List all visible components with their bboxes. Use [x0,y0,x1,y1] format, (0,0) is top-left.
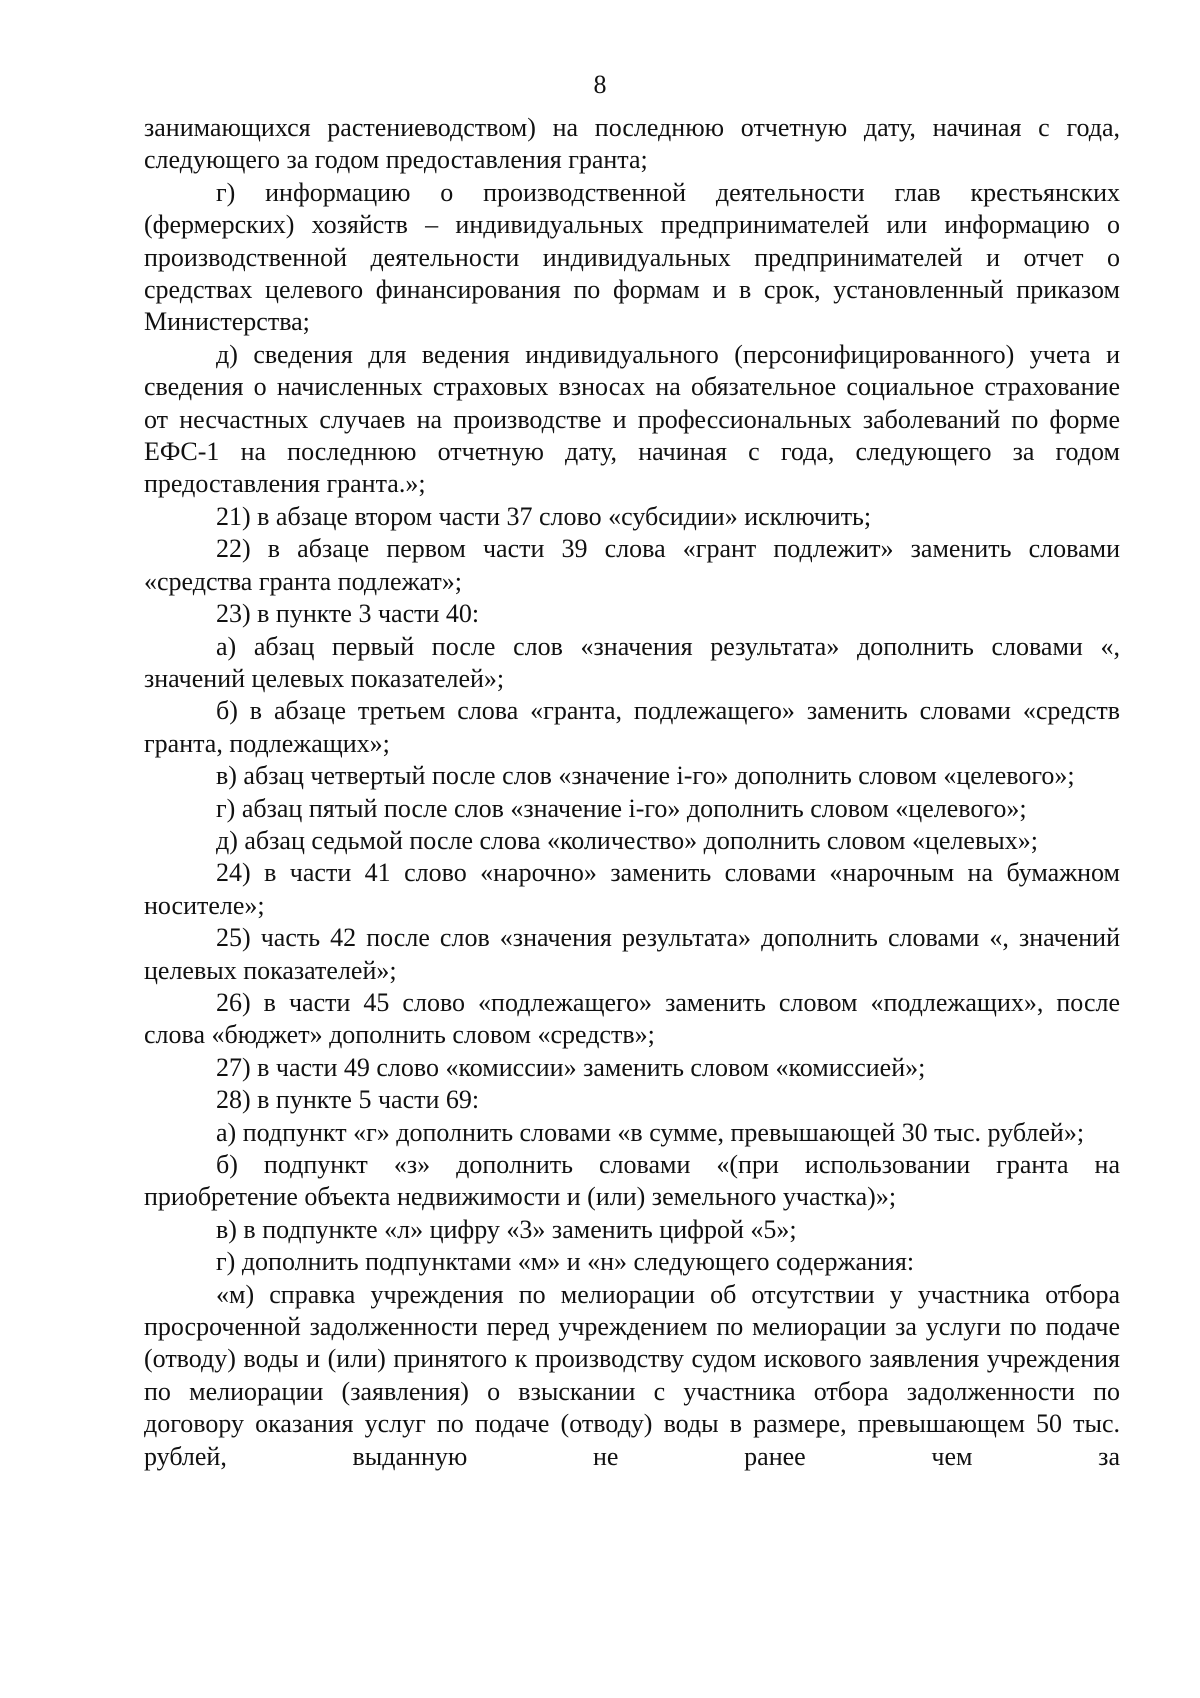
paragraph: 27) в части 49 слово «комиссии» заменить словом «комиссией»; [216,1052,926,1082]
paragraph: г) информацию о производственной деятельности глав крестьянских (фермерских) хозяйств – индивидуальных предпринимателей или информацию о производственной деятельности индивидуальных предпринимателей и отчет о средствах целевого финансирования по формам и в срок, установленный приказом Министерства; [144,177,1120,337]
paragraph: б) подпункт «з» дополнить словами «(при использовании гранта на приобретение объекта недвижимости и (или) земельного участка)»; [144,1150,1120,1212]
page-number: 8 [593,70,607,99]
paragraph: занимающихся растениеводством) на последнюю отчетную дату, начиная с года, следующего за годом предоставления гранта; [144,113,1120,175]
paragraph: в) абзац четвертый после слов «значение i-го» дополнить словом «целевого»; [216,761,1075,791]
paragraph: 22) в абзаце первом части 39 слова «грант подлежит» заменить словами «средства гранта подлежат»; [144,534,1120,596]
paragraph: г) дополнить подпунктами «м» и «н» следующего содержания: [216,1247,915,1277]
paragraph: а) подпункт «г» дополнить словами «в сумме, превышающей 30 тыс. рублей»; [216,1117,1085,1147]
paragraph: 24) в части 41 слово «нарочно» заменить словами «нарочным на бумажном носителе»; [144,858,1120,920]
paragraph: 28) в пункте 5 части 69: [216,1085,480,1115]
paragraph: а) абзац первый после слов «значения результата» дополнить словами «, значений целевых показателей»; [144,631,1120,693]
paragraph: в) в подпункте «л» цифру «3» заменить цифрой «5»; [216,1214,797,1244]
paragraph: 21) в абзаце втором части 37 слово «субсидии» исключить; [216,501,872,531]
paragraph: 25) часть 42 после слов «значения результата» дополнить словами «, значений целевых показателей»; [144,923,1120,985]
paragraph: 23) в пункте 3 части 40: [216,599,480,629]
paragraph: д) сведения для ведения индивидуального (персонифицированного) учета и сведения о начисленных страховых взносах на обязательное социальное страхование от несчастных случаев на производстве и профессиональных заболеваний по форме ЕФС-1 на последнюю отчетную дату, начиная с года, следующего за годом предоставления гранта.»; [144,339,1120,499]
document-body [144,112,1120,1473]
paragraph: д) абзац седьмой после слова «количество» дополнить словом «целевых»; [216,825,1038,855]
paragraph: «м) справка учреждения по мелиорации об отсутствии у участника отбора просроченной задолженности перед учреждением по мелиорации за услуги по подаче (отводу) воды и (или) принятого к производству судом искового заявления учреждения по мелиорации (заявления) о взыскании с участника отбора задолженности по договору оказания услуг по подаче (отводу) воды в размере, превышающем 50 тыс. рублей, выданную не ранее чем за [144,1279,1120,1471]
paragraph: г) абзац пятый после слов «значение i-го» дополнить словом «целевого»; [216,793,1027,823]
paragraph: б) в абзаце третьем слова «гранта, подлежащего» заменить словами «средств гранта, подлежащих»; [144,696,1120,758]
paragraph: 26) в части 45 слово «подлежащего» заменить словом «подлежащих», после слова «бюджет» дополнить словом «средств»; [144,987,1120,1050]
